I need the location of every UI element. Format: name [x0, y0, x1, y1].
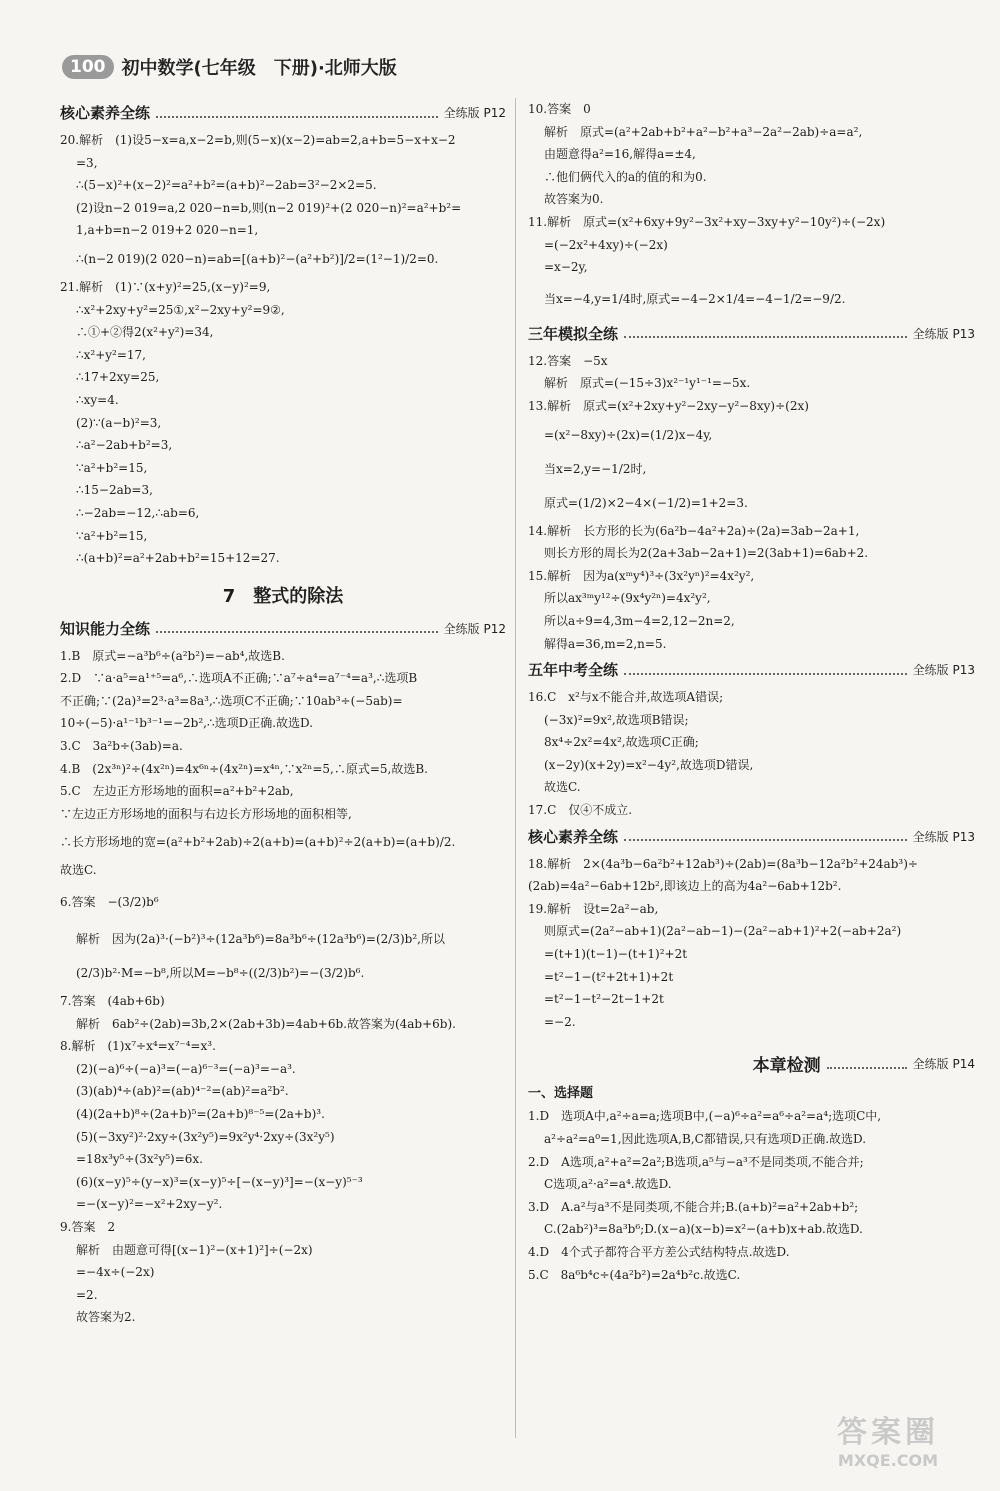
text-line: (x−2y)(x+2y)=x²−4y²,故选项D错误,	[544, 757, 754, 772]
text-line: 1,a+b=n−2 019+2 020−n=1,	[76, 223, 259, 238]
text-line: ∴①+②得2(x²+y²)=34,	[76, 325, 214, 340]
text-line: 5.C 左边正方形场地的面积=a²+b²+2ab,	[60, 784, 294, 799]
text-line: 8.解析 (1)x⁷÷x⁴=x⁷⁻⁴=x³.	[60, 1039, 216, 1054]
leader-dots	[827, 1059, 907, 1069]
text-line: =(−2x²+4xy)÷(−2x)	[544, 237, 668, 252]
text-line: ∵a²+b²=15,	[76, 460, 148, 475]
text-line: 解得a=36,m=2,n=5.	[544, 636, 667, 651]
text-line: 15.解析 因为a(xᵐy⁴)³÷(3x²yⁿ)²=4x²y²,	[528, 568, 755, 583]
watermark-url: MXQE.COM	[837, 1451, 939, 1470]
section-name: 核心素养全练	[528, 827, 619, 846]
text-line: ∴(n−2 019)(2 020−n)=ab=[(a+b)²−(a²+b²)]/2=(1²−1)/2=0.	[76, 251, 439, 266]
text-line: ∴x²+y²=17,	[76, 347, 146, 362]
text-line: 由题意得a²=16,解得a=±4,	[544, 147, 696, 162]
book-title: 初中数学(七年级 下册)·北师大版	[121, 58, 397, 79]
text-line: ∴xy=4.	[76, 392, 119, 407]
text-line: ∴(5−x)²+(x−2)²=a²+b²=(a+b)²−2ab=3²−2×2=5.	[76, 178, 377, 193]
text-line: =(t+1)(t−1)−(t+1)²+2t	[544, 947, 688, 962]
text-line: 14.解析 长方形的长为(6a²b−4a²+2a)÷(2a)=3ab−2a+1,	[528, 523, 860, 538]
text-line: 5.C 8a⁶b⁴c÷(4a²b²)=2a⁴b²c.故选C.	[528, 1267, 741, 1282]
text-line: 6.答案 −(3/2)b⁶	[60, 895, 159, 910]
text-line: 不正确;∵(2a)³=2³·a³=8a³,∴选项C不正确;∵10ab³÷(−5ab)=	[60, 693, 403, 708]
text-line: 当x=−4,y=1/4时,原式=−4−2×1/4=−4−1/2=−9/2.	[544, 291, 846, 306]
text-line: (2)∵(a−b)²=3,	[76, 415, 162, 430]
text-line: (2)(−a)⁶÷(−a)³=(−a)⁶⁻³=(−a)³=−a³.	[76, 1061, 296, 1076]
section-ref: 全练版 P13	[912, 326, 975, 341]
text-line: (3)(ab)⁴÷(ab)²=(ab)⁴⁻²=(ab)²=a²b².	[76, 1084, 289, 1099]
text-line: =2.	[76, 1287, 98, 1302]
text-line: C.(2ab²)³=8a³b⁶;D.(x−a)(x−b)=x²−(a+b)x+ab.故选D.	[544, 1222, 863, 1237]
left-column	[60, 98, 506, 1329]
text-line: (2ab)=4a²−6ab+12b²,即该边上的高为4a²−6ab+12b².	[528, 879, 842, 894]
leader-dots	[624, 665, 907, 675]
text-line: 4.D 4个式子都符合平方差公式结构特点.故选D.	[528, 1244, 790, 1259]
section-ref: 全练版 P13	[912, 663, 975, 678]
text-line: ∵左边正方形场地的面积与右边长方形场地的面积相等,	[60, 806, 352, 821]
text-line: 所以ax³ᵐy¹²÷(9x⁴y²ⁿ)=4x²y²,	[544, 591, 711, 606]
text-line: 故选C.	[544, 780, 581, 795]
text-line: (−3x)²=9x²,故选项B错误;	[544, 712, 689, 727]
text-line: 解析 由题意可得[(x−1)²−(x+1)²]÷(−2x)	[76, 1242, 313, 1257]
section-heading	[528, 659, 975, 680]
text-line: 解析 原式=(a²+2ab+b²+a²−b²+a³−2a²−2ab)÷a=a²,	[544, 124, 863, 139]
text-line: 原式=(1/2)×2−4×(−1/2)=1+2=3.	[544, 495, 748, 510]
text-line: =18x³y⁵÷(3x²y⁵)=6x.	[76, 1152, 203, 1167]
chapter-ref: 全练版 P14	[912, 1057, 975, 1072]
text-line: 17.C 仅④不成立.	[528, 803, 633, 818]
text-line: =t²−1−t²−2t−1+2t	[544, 992, 664, 1007]
section-ref: 全练版 P12	[443, 106, 506, 120]
text-line: (5)(−3xy²)²·2xy÷(3x²y⁵)=9x²y⁴·2xy÷(3x²y⁵)	[76, 1129, 335, 1144]
section-name: 三年模拟全练	[528, 324, 619, 343]
text-line: a²÷a²=a⁰=1,因此选项A,B,C都错误,只有选项D正确.故选D.	[544, 1132, 867, 1146]
section-ref: 全练版 P13	[912, 829, 975, 844]
text-line: 21.解析 (1)∵(x+y)²=25,(x−y)²=9,	[60, 279, 271, 294]
section-ref: 全练版 P12	[443, 621, 506, 636]
text-line: (4)(2a+b)⁸÷(2a+b)⁵=(2a+b)⁸⁻⁵=(2a+b)³.	[76, 1107, 325, 1121]
text-line: 9.答案 2	[60, 1219, 116, 1234]
text-line: C选项,a²·a²=a⁴.故选D.	[544, 1177, 672, 1192]
right-column	[528, 98, 975, 1286]
section-heading	[60, 618, 506, 639]
section-name: 五年中考全练	[528, 661, 619, 680]
leader-dots	[624, 831, 907, 841]
watermark-logo	[798, 1407, 978, 1477]
text-line: 故答案为2.	[76, 1310, 136, 1325]
leader-dots	[156, 108, 438, 118]
text-line: 16.C x²与x不能合并,故选项A错误;	[528, 690, 724, 705]
text-line: 10.答案 0	[528, 102, 591, 116]
text-line: 12.答案 −5x	[528, 353, 608, 368]
text-line: 20.解析 (1)设5−x=a,x−2=b,则(5−x)(x−2)=ab=2,a+b=5−x+x−2	[60, 133, 456, 147]
text-line: 11.解析 原式=(x²+6xy+9y²−3x²+xy−3xy+y²−10y²)÷(−2x)	[528, 214, 886, 229]
chapter-heading	[528, 1051, 975, 1076]
chapter-title: 7 整式的除法	[222, 585, 344, 607]
text-line: 解析 因为(2a)³·(−b²)³÷(12a³b⁶)=8a³b⁶÷(12a³b⁶)=(2/3)b²,所以	[76, 932, 445, 947]
text-line: =x−2y,	[544, 260, 588, 275]
text-line: =t²−1−(t²+2t+1)+2t	[544, 969, 674, 984]
text-line: ∴a²−2ab+b²=3,	[76, 438, 173, 453]
text-line: =−2.	[544, 1014, 576, 1029]
text-line: 13.解析 原式=(x²+2xy+y²−2xy−y²−8xy)÷(2x)	[528, 398, 809, 413]
text-line: 所以a÷9=4,3m−4=2,12−2n=2,	[544, 613, 735, 628]
text-line: 19.解析 设t=2a²−ab,	[528, 901, 659, 916]
text-line: (6)(x−y)⁵÷(y−x)³=(x−y)⁵÷[−(x−y)³]=−(x−y)⁵⁻³	[76, 1174, 363, 1189]
text-line: =−4x÷(−2x)	[76, 1265, 155, 1280]
text-line: ∵a²+b²=15,	[76, 528, 148, 543]
text-line: 解析 6ab²÷(2ab)=3b,2×(2ab+3b)=4ab+6b.故答案为(4ab+6b).	[76, 1016, 456, 1031]
text-line: =(x²−8xy)÷(2x)=(1/2)x−4y,	[544, 427, 713, 442]
text-line: ∴15−2ab=3,	[76, 483, 153, 498]
text-line: 8x⁴÷2x²=4x²,故选项C正确;	[544, 735, 699, 750]
text-line: 18.解析 2×(4a³b−6a²b²+12ab³)÷(2ab)=(8a³b−12a²b²+24ab³)÷	[528, 856, 918, 871]
watermark-text: 答案圈	[837, 1415, 939, 1450]
section-name: 核心素养全练	[60, 104, 151, 122]
leader-dots	[624, 328, 907, 338]
page-header	[62, 52, 397, 82]
text-line: 3.C 3a²b÷(3ab)=a.	[60, 739, 183, 754]
page-number: 100	[62, 55, 114, 79]
text-line: (2)设n−2 019=a,2 020−n=b,则(n−2 019)²+(2 020−n)²=a²+b²=	[76, 200, 462, 215]
section-name: 知识能力全练	[60, 619, 151, 638]
text-line: 1.D 选项A中,a²÷a=a;选项B中,(−a)⁶÷a²=a⁶÷a²=a⁴;选项C中,	[528, 1109, 882, 1124]
leader-dots	[156, 623, 438, 633]
text-line: =3,	[76, 155, 98, 170]
text-line: 则原式=(2a²−ab+1)(2a²−ab−1)−(2a²−ab+1)²+2(−ab+2a²)	[544, 924, 902, 939]
subsection-title: 一、选择题	[528, 1086, 594, 1102]
text-line: ∴(a+b)²=a²+2ab+b²=15+12=27.	[76, 551, 280, 566]
section-heading	[528, 826, 975, 847]
text-line: 当x=2,y=−1/2时,	[544, 461, 647, 476]
section-heading	[528, 323, 975, 344]
text-line: ∴长方形场地的宽=(a²+b²+2ab)÷2(a+b)=(a+b)²÷2(a+b)=(a+b)/2.	[60, 835, 456, 850]
text-line: 2.D A选项,a²+a²=2a²;B选项,a⁵与−a³不是同类项,不能合并;	[528, 1154, 864, 1169]
text-line: 4.B (2x³ⁿ)²÷(4x²ⁿ)=4x⁶ⁿ÷(4x²ⁿ)=x⁴ⁿ,∵x²ⁿ=5,∴原式=5,故选B.	[60, 761, 428, 776]
section-heading	[60, 102, 506, 123]
text-line: ∴他们俩代入的a的值的和为0.	[544, 169, 707, 184]
text-line: ∴−2ab=−12,∴ab=6,	[76, 505, 200, 520]
text-line: 10÷(−5)·a¹⁻¹b³⁻¹=−2b²,∴选项D正确.故选D.	[60, 716, 314, 731]
text-line: 故答案为0.	[544, 192, 604, 207]
text-line: 1.B 原式=−a³b⁶÷(a²b²)=−ab⁴,故选B.	[60, 648, 285, 663]
chapter-name: 本章检测	[752, 1056, 821, 1077]
text-line: ∴17+2xy=25,	[76, 370, 160, 385]
text-line: =−(x−y)²=−x²+2xy−y².	[76, 1197, 223, 1212]
text-line: 故选C.	[60, 863, 97, 878]
text-line: ∴x²+2xy+y²=25①,x²−2xy+y²=9②,	[76, 302, 285, 317]
column-divider	[515, 98, 516, 1438]
text-line: 7.答案 (4ab+6b)	[60, 994, 165, 1009]
text-line: (2/3)b²·M=−b⁸,所以M=−b⁸÷((2/3)b²)=−(3/2)b⁶.	[76, 966, 365, 981]
text-line: 2.D ∵a·a⁵=a¹⁺⁵=a⁶,∴选项A不正确;∵a⁷÷a⁴=a⁷⁻⁴=a³,∴选项B	[60, 671, 418, 686]
text-line: 解析 原式=(−15÷3)x²⁻¹y¹⁻¹=−5x.	[544, 376, 751, 391]
text-line: 则长方形的周长为2(2a+3ab−2a+1)=2(3ab+1)=6ab+2.	[544, 546, 869, 561]
text-line: 3.D A.a²与a³不是同类项,不能合并;B.(a+b)²=a²+2ab+b²;	[528, 1199, 859, 1214]
